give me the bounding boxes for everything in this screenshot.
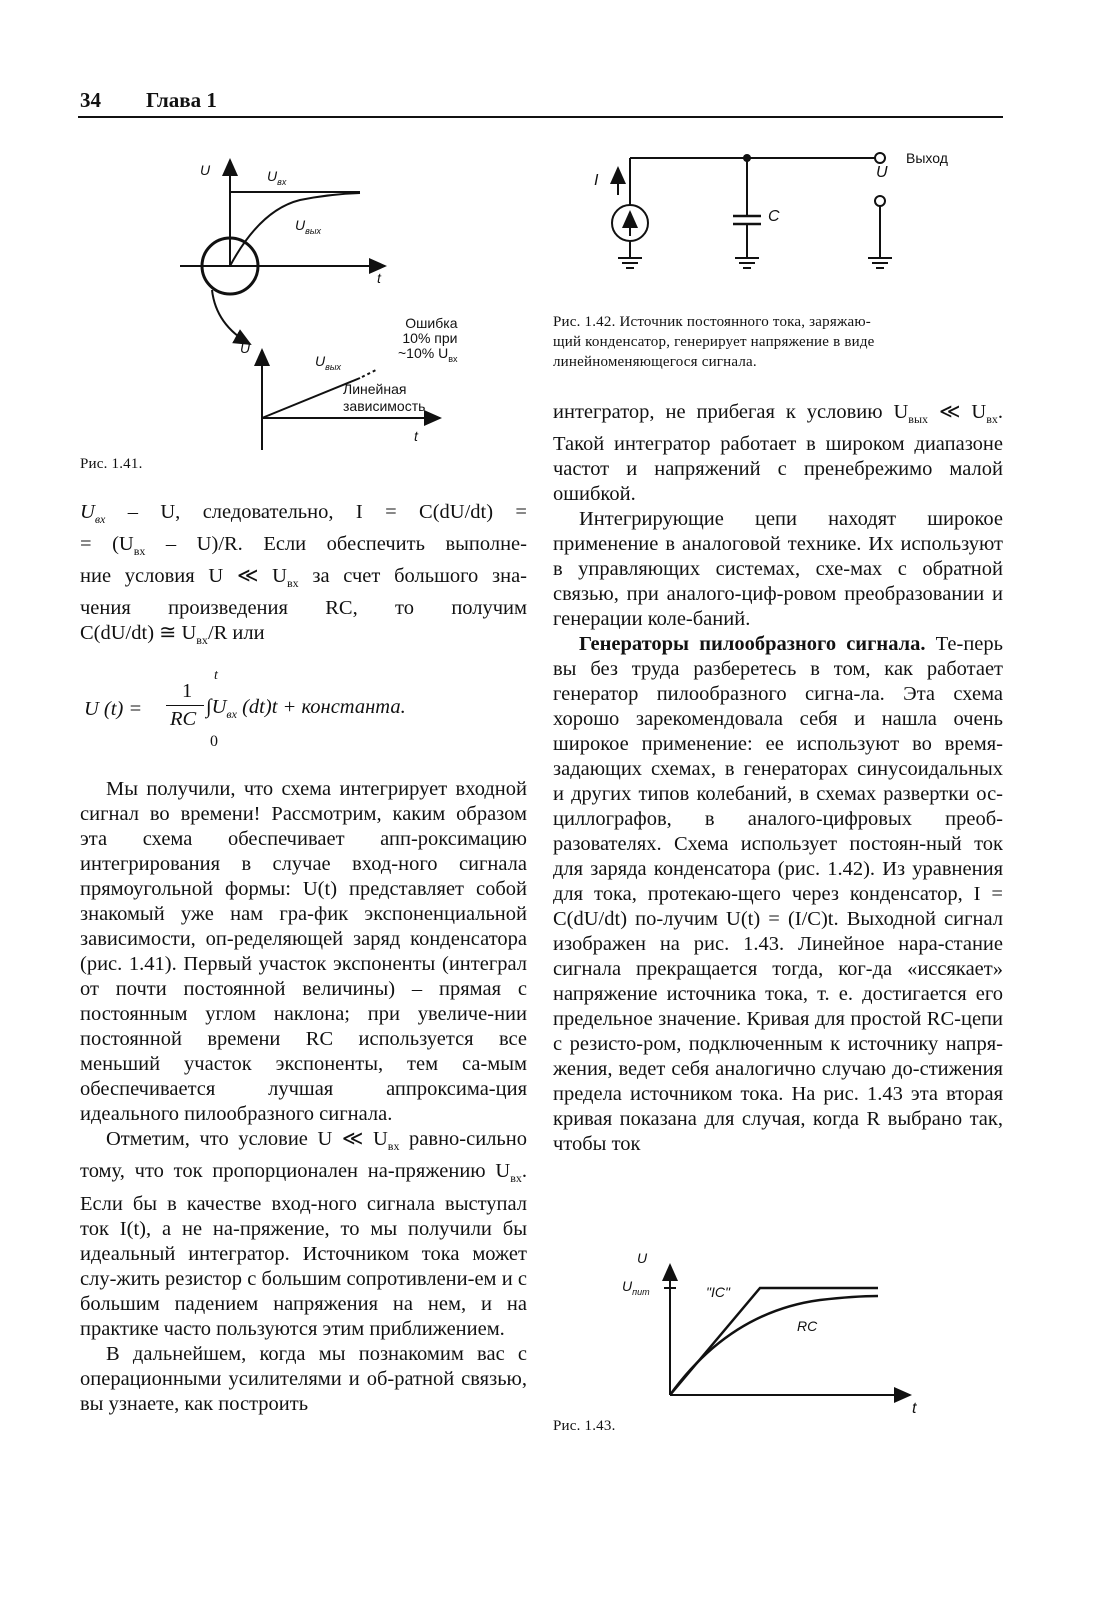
fig141-caption: Рис. 1.41.	[80, 456, 143, 472]
page-number: 34	[80, 88, 101, 112]
fig143-caption: Рис. 1.43.	[553, 1418, 616, 1434]
right-para-1: интегратор, не прибегая к условию $U_{вых}$ ≪ $U_{вх}$. Такой интегратор работает в широком диапазоне частот и напряжений с пренебрежимо малой ошибкой.	[553, 401, 1003, 506]
left-para-3: Отметим, что условие U ≪ $U_{вх}$ равно-сильно тому, что ток пропорционален на-пряжению $U_{вх}$. Если бы в качестве вход-ного сигнала выступал ток I(t), а не на-пряжение, то мы получили бы идеальный интегратор. Источником тока может слу-жить резистор с большим сопротивлени-ем и с большим падением напряжения на нем, и на практике часто пользуются этим приближением.	[80, 1128, 527, 1340]
fig141-uvx-label: $U_{вх}$	[267, 168, 287, 187]
figure-1-41	[150, 140, 490, 480]
fig142-ground-terminal	[875, 196, 885, 206]
fig141-zoom-arrow	[212, 290, 250, 344]
fig143-ic-curve	[670, 1288, 878, 1395]
fig141-error-dashes	[362, 370, 376, 377]
fig142-caption: Рис. 1.42. Источник постоянного тока, заряжаю- щий конденсатор, генерирует напряжение в виде линейноменяющегося сигнала.	[553, 314, 875, 370]
right-para-2: Интегрирующие цепи находят широкое применение в аналоговой технике. Их используют в управляющих системах, схе-мах с обратной связью, при аналого-циф-ровом преобразовании и генерации коле-баний.	[553, 508, 1003, 631]
fig141-t-label: t	[377, 270, 381, 286]
right-column	[553, 400, 1003, 1157]
fig141-u-label: U	[200, 162, 211, 178]
formula: U (t) = 1 RC t 0 $\int U_{вх}$ (dt)t + константа.	[84, 668, 406, 751]
fig142-output-terminal	[875, 153, 885, 163]
fig141-uvyx2-label: $U_{вых}$	[315, 353, 341, 372]
fig141-t2-label: t	[414, 428, 418, 444]
figure-1-43	[620, 1250, 930, 1420]
left-para-2: Мы получили, что схема интегрирует входной сигнал во времени! Рассмотрим, каким образом эта схема обеспечивает апп-роксимацию интегрирования в случае вход-ного сигнала прямоугольной формы: U(t) представляет собой знакомый уже нам гра-фик экспоненциальной зависимости, оп-ределяющей заряд конденсатора (рис. 1.41). Первый участок экспоненты (интеграл от почти постоянной величины) – прямая с постоянным углом наклона; при увеличе-нии постоянной времени RC используется все меньший участок экспоненты, тем са-мым обеспечивается лучшая аппроксима-ция идеального пилообразного сигнала.	[80, 778, 527, 1126]
fig143-t-label: t	[912, 1400, 917, 1417]
fig142-u-label: U	[876, 164, 888, 181]
fig141-uvyx-label: $U_{вых}$	[295, 217, 321, 236]
fig142-out-label: Выход	[906, 150, 948, 166]
fig141-error-note: Ошибка 10% при ~10% $U_{вх}$	[398, 315, 458, 364]
header-rule	[78, 116, 1003, 118]
left-para-1: $U_{вх}$ – U, следовательно, I = C(dU/dt) = = $(U_{вх} - U)/R$. Если обеспечить выполне- ние условия U ≪ $U_{вх}$ за счет большого зна- чения произведения RC, то получим C(dU/dt) ≅ $U_{вх}/R$ или	[80, 501, 527, 648]
fig141-linear-note: Линейная зависимость	[343, 381, 426, 414]
fig141-u2-label: U	[240, 340, 251, 356]
fig143-ic-label: "IC"	[706, 1284, 730, 1300]
figure-1-42	[585, 140, 925, 280]
left-column	[80, 500, 527, 1417]
fig143-rc-curve	[670, 1296, 878, 1395]
fig142-i-label: I	[594, 172, 599, 189]
left-para-4: В дальнейшем, когда мы познакомим вас с операционными усилителями и об-ратной связью, вы узнаете, как построить	[80, 1342, 527, 1415]
fig143-upit-label: $U_{пит}$	[622, 1278, 650, 1297]
fig142-c-label: C	[768, 208, 780, 225]
fig143-rc-label: RC	[797, 1318, 818, 1334]
right-para-3: Генераторы пилообразного сигнала. Те-перь вы без труда разберетесь в том, как работает генератор пилообразного сигна-ла. Эта схема хорошо зарекомендовала себя и нашла очень широкое применение: ее используют во время-задающих схемах, в генераторах синусоидальных и других типов колебаний, в схемах развертки ос-циллографов, в аналого-цифровых преоб-разователях. Схема использует постоян-ный ток для заряда конденсатора (рис. 1.42). Из уравнения для тока, протекаю-щего через конденсатор, I = C(dU/dt) по-лучим U(t) = (I/C)t. Выходной сигнал изображен на рис. 1.43. Линейное нара-стание сигнала прекращается тогда, ког-да «иссякает» напряжение источника тока, т. е. достигается его предельное значение. Кривая для простой RC-цепи с резисто-ром, подключенным к источнику напря-жения, ведет себя аналогично случаю до-стижения предела источником тока. На рис. 1.43 эта вторая кривая показана для случая, когда R выбрано так, чтобы ток	[553, 633, 1003, 1156]
fig143-u-label: U	[637, 1250, 648, 1266]
chapter-title: Глава 1	[146, 88, 217, 112]
